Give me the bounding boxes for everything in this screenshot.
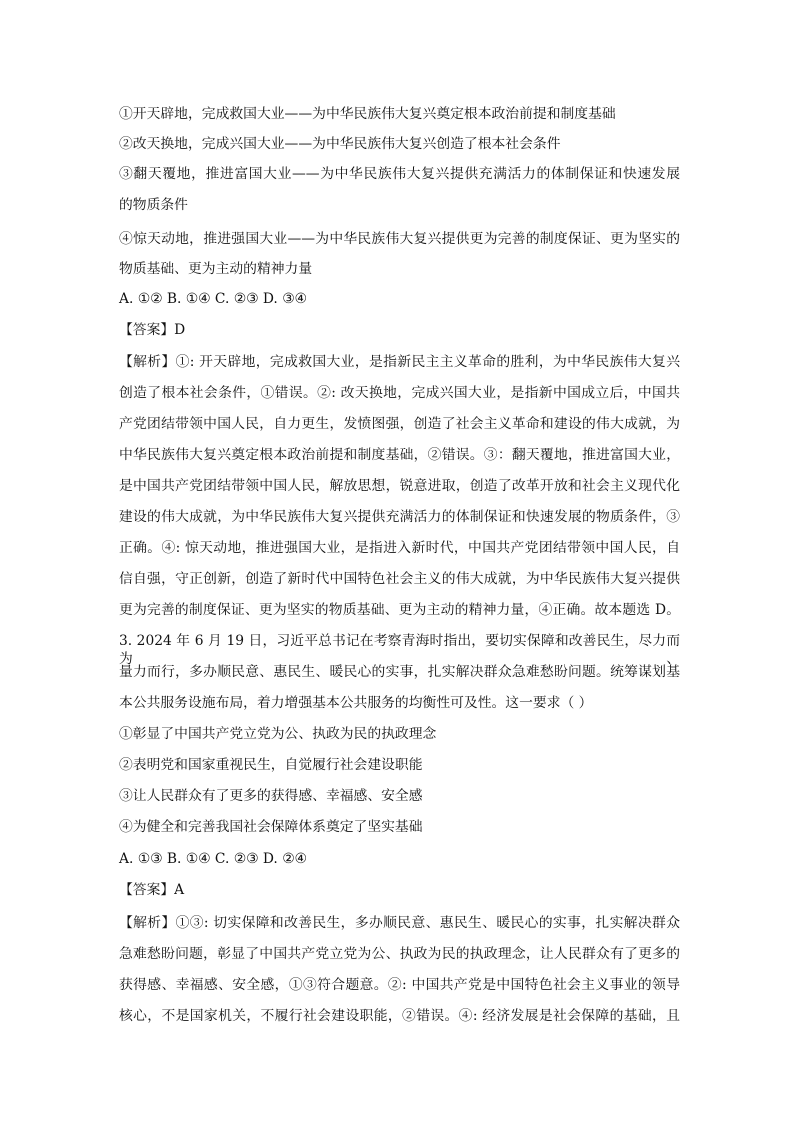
q2-analysis-line: 产党团结带领中国人民，自力更生，发愤图强，创造了社会主义革命和建设的伟大成就，为 bbox=[119, 416, 680, 432]
q2-analysis-line: 信自强，守正创新，创造了新时代中国特色社会主义的伟大成就，为中华民族伟大复兴提供 bbox=[119, 571, 680, 587]
q2-option-3-line-2: 的物质条件 bbox=[119, 197, 188, 213]
q3-analysis-line: 急难愁盼问题，彰显了中国共产党立党为公、执政为民的执政理念，让人民群众有了更多的 bbox=[119, 946, 680, 962]
q3-analysis-line: 【解析】①③: 切实保障和改善民生，多办顺民意、惠民生、暖民心的实事，扎实解决群众 bbox=[119, 915, 680, 931]
q3-stem-line: 本公共服务设施布局，着力增强基本公共服务的均衡性可及性。这一要求（ ） bbox=[119, 695, 593, 711]
q2-answer: 【答案】D bbox=[119, 322, 186, 338]
q3-option-1: ①彰显了中国共产党立党为公、执政为民的执政理念 bbox=[119, 726, 437, 742]
q3-stem-line: 3. 2024 年 6 月 19 日，习近平总书记在考察青海时指出，要切实保障和改善民生，尽力而为、 bbox=[119, 633, 680, 667]
q3-option-3: ③让人民群众有了更多的获得感、幸福感、安全感 bbox=[119, 788, 423, 804]
q3-analysis-line: 核心，不是国家机关，不履行社会建设职能，②错误。④: 经济发展是社会保障的基础，且 bbox=[119, 1008, 680, 1024]
q2-option-4-line-2: 物质基础、更为主动的精神力量 bbox=[119, 261, 313, 277]
q3-choices: A. ①③ B. ①④ C. ②③ D. ②④ bbox=[119, 851, 307, 867]
q2-option-2: ②改天换地，完成兴国大业——为中华民族伟大复兴创造了根本社会条件 bbox=[119, 136, 561, 152]
q2-analysis-line: 中华民族伟大复兴奠定根本政治前提和制度基础，②错误。③：翻天覆地，推进富国大业， bbox=[119, 447, 680, 463]
q2-analysis-line: 创造了根本社会条件，①错误。②: 改天换地，完成兴国大业，是指新中国成立后，中国共 bbox=[119, 385, 680, 401]
q2-analysis-line: 正确。④: 惊天动地，推进强国大业，是指进入新时代，中国共产党团结带领中国人民，自 bbox=[119, 540, 680, 556]
q2-analysis-line: 【解析】①: 开天辟地，完成救国大业，是指新民主主义革命的胜利，为中华民族伟大复兴 bbox=[119, 354, 680, 370]
q3-option-2: ②表明党和国家重视民生，自觉履行社会建设职能 bbox=[119, 757, 423, 773]
q2-option-4-line-1: ④惊天动地，推进强国大业——为中华民族伟大复兴提供更为完善的制度保证、更为坚实的 bbox=[119, 231, 680, 247]
q2-option-3-line-1: ③翻天覆地，推进富国大业——为中华民族伟大复兴提供充满活力的体制保证和快速发展 bbox=[119, 166, 680, 182]
q3-option-4: ④为健全和完善我国社会保障体系奠定了坚实基础 bbox=[119, 819, 423, 835]
q2-option-1: ①开天辟地，完成救国大业——为中华民族伟大复兴奠定根本政治前提和制度基础 bbox=[119, 106, 616, 122]
q3-stem-line: 量力而行，多办顺民意、惠民生、暖民心的实事，扎实解决群众急难愁盼问题。统筹谋划基 bbox=[119, 664, 680, 680]
q2-analysis-line: 是中国共产党团结带领中国人民，解放思想，锐意进取，创造了改革开放和社会主义现代化 bbox=[119, 478, 680, 494]
q2-analysis-line: 建设的伟大成就，为中华民族伟大复兴提供充满活力的体制保证和快速发展的物质条件，③ bbox=[119, 509, 680, 525]
q3-answer: 【答案】A bbox=[119, 882, 185, 898]
q3-analysis-line: 获得感、幸福感、安全感，①③符合题意。②: 中国共产党是中国特色社会主义事业的领导 bbox=[119, 977, 680, 993]
q2-analysis-line: 更为完善的制度保证、更为坚实的物质基础、更为主动的精神力量，④正确。故本题选 D。 bbox=[119, 602, 680, 618]
q2-choices: A. ①② B. ①④ C. ②③ D. ③④ bbox=[119, 291, 307, 307]
